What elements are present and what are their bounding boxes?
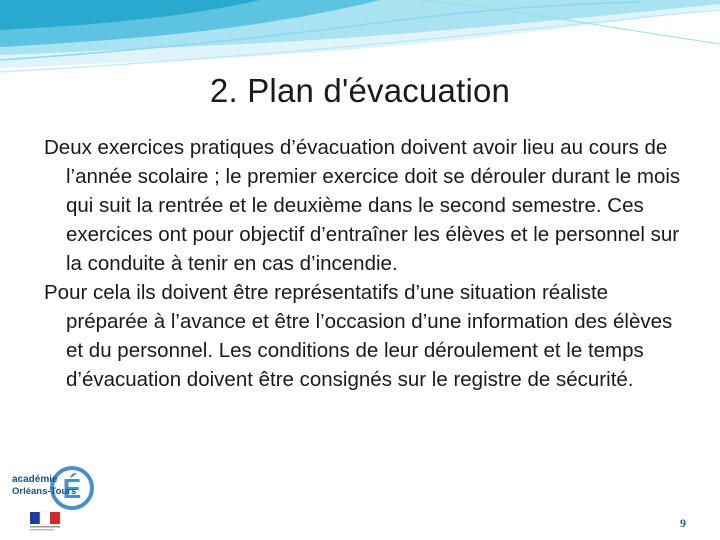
- body-paragraph-1: Deux exercices pratiques d’évacuation doivent avoir lieu au cours de l’année scolaire ; le premier exercice doit se dérouler durant le mois qui suit la rentrée et le deuxième dans le second semestre. Ces exercices ont pour objectif d’entraîner les élèves et le personnel sur la conduite à tenir en cas d’incendie.: [44, 136, 681, 275]
- logo-line-2: Orléans-Tours: [12, 486, 77, 497]
- page-number: 9: [680, 516, 686, 530]
- slide-title: 2. Plan d'évacuation: [209, 72, 511, 109]
- slide-body: [44, 133, 694, 394]
- header-wave-decoration: [0, 0, 720, 80]
- body-paragraph-2: Pour cela ils doivent être représentatifs d’une situation réaliste préparée à l’avance et être l’occasion d’une information des élèves et du personnel. Les conditions de leur déroulement et le temps d’évacuation doivent être consignés sur le registre de sécurité.: [44, 281, 673, 391]
- logo-emblem-letter: É: [62, 473, 82, 504]
- logo-line-1: académie: [12, 474, 58, 485]
- academie-logo: [10, 462, 106, 534]
